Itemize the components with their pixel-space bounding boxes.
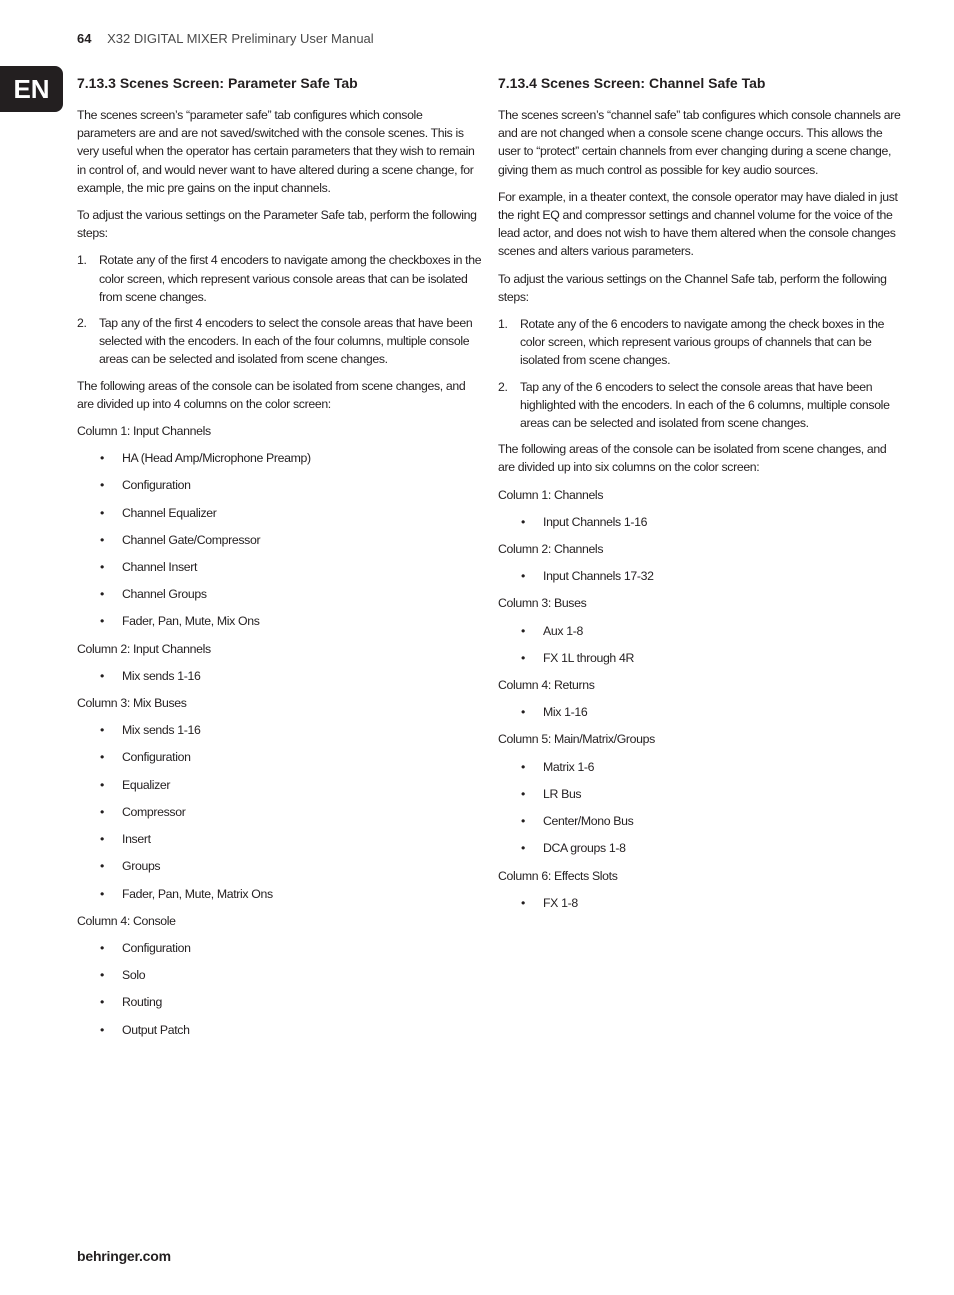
list-item: • Insert <box>77 830 482 848</box>
bullet-list <box>498 703 906 721</box>
column-heading: Column 4: Returns <box>498 678 595 693</box>
section-heading-channel-safe: 7.13.4 Scenes Screen: Channel Safe Tab <box>498 75 766 91</box>
list-item: • Compressor <box>77 803 482 821</box>
behringer-logo: behringer.com <box>77 1248 171 1264</box>
paragraph: For example, in a theater context, the console operator may have dialed in just the right EQ and compressor settings and channel volume for the voice of the lead actor, and does not wish to have them altered when the console changes scenes and alters various parameters. <box>498 189 898 259</box>
right-column <box>498 74 906 921</box>
step-number: 1. <box>498 317 508 332</box>
step-item <box>498 378 906 433</box>
bullet-list <box>77 939 482 1039</box>
column-heading: Column 4: Console <box>77 913 176 928</box>
list-item: • Input Channels 1-16 <box>498 513 906 531</box>
step-item <box>77 314 482 369</box>
list-item: • Mix sends 1-16 <box>77 721 482 739</box>
list-item: • Configuration <box>77 939 482 957</box>
section-heading-parameter-safe: 7.13.3 Scenes Screen: Parameter Safe Tab <box>77 75 358 91</box>
list-item: • LR Bus <box>498 785 906 803</box>
page-number: 64 <box>77 31 92 46</box>
paragraph: To adjust the various settings on the Parameter Safe tab, perform the following steps: <box>77 208 477 241</box>
list-item: • Matrix 1-6 <box>498 758 906 776</box>
language-tab: EN <box>0 66 63 112</box>
list-item: • Groups <box>77 857 482 875</box>
list-item: • Fader, Pan, Mute, Mix Ons <box>77 612 482 630</box>
list-item: • HA (Head Amp/Microphone Preamp) <box>77 449 482 467</box>
step-number: 2. <box>498 379 508 394</box>
step-text: Rotate any of the 6 encoders to navigate among the check boxes in the color screen, which represent various groups of channels that can be isolated from scene changes. <box>520 317 885 368</box>
column-heading: Column 3: Buses <box>498 596 587 611</box>
steps-list <box>498 315 906 432</box>
bullet-list <box>498 567 906 585</box>
step-text: Rotate any of the first 4 encoders to navigate among the checkboxes in the color screen, which represent various console areas that can be isolated from scene changes. <box>99 253 482 304</box>
manual-title: X32 DIGITAL MIXER Preliminary User Manual <box>107 31 374 46</box>
steps-list <box>77 251 482 368</box>
paragraph: To adjust the various settings on the Channel Safe tab, perform the following steps: <box>498 271 887 304</box>
column-heading: Column 6: Effects Slots <box>498 868 618 883</box>
column-heading: Column 2: Channels <box>498 542 604 557</box>
list-item: • Routing <box>77 993 482 1011</box>
step-number: 2. <box>77 316 87 331</box>
step-text: Tap any of the 6 encoders to select the console areas that have been highlighted with the encoders. In each of the 6 columns, multiple console areas can be selected and isolated from scene changes. <box>520 379 890 431</box>
list-item: • Mix sends 1-16 <box>77 667 482 685</box>
list-item: • Fader, Pan, Mute, Matrix Ons <box>77 885 482 903</box>
list-item: • Aux 1-8 <box>498 622 906 640</box>
paragraph: The scenes screen’s “channel safe” tab configures which console channels are and are not changed when a console scene change occurs. This allows the user to “protect” certain channels from ever changing during a scene change, giving them as much control as possible for key audio sources. <box>498 108 901 177</box>
column-heading: Column 3: Mix Buses <box>77 696 187 711</box>
step-item <box>77 251 482 306</box>
list-item: • FX 1-8 <box>498 894 906 912</box>
list-item: • Channel Groups <box>77 585 482 603</box>
list-item: • Configuration <box>77 476 482 494</box>
list-item: • Equalizer <box>77 776 482 794</box>
list-item: • Solo <box>77 966 482 984</box>
list-item: • Channel Gate/Compressor <box>77 531 482 549</box>
list-item: • Center/Mono Bus <box>498 812 906 830</box>
step-text: Tap any of the first 4 encoders to select the console areas that have been selected with the encoders. In each of the four columns, multiple console areas can be selected and isolated from scene changes. <box>99 316 473 367</box>
bullet-list <box>498 758 906 858</box>
bullet-list <box>77 721 482 902</box>
list-item: • Channel Equalizer <box>77 504 482 522</box>
column-heading: Column 5: Main/Matrix/Groups <box>498 732 655 747</box>
paragraph: The following areas of the console can be isolated from scene changes, and are divided up into six columns on the color screen: <box>498 442 887 475</box>
bullet-list <box>77 667 482 685</box>
list-item: • Mix 1-16 <box>498 703 906 721</box>
bullet-list <box>498 894 906 912</box>
list-item: • Channel Insert <box>77 558 482 576</box>
list-item: • Output Patch <box>77 1021 482 1039</box>
paragraph: The scenes screen’s “parameter safe” tab configures which console parameters are and are not saved/switched with the console scenes. This is very useful when the operator has certain parameters that they wish to remain in control of, and would never want to have altered during a scene change, for example, the mic pre gains on the input channels. <box>77 108 475 195</box>
list-item: • Configuration <box>77 748 482 766</box>
bullet-list <box>498 513 906 531</box>
step-number: 1. <box>77 253 87 268</box>
left-column <box>77 74 482 1048</box>
list-item: • Input Channels 17-32 <box>498 567 906 585</box>
column-heading: Column 1: Channels <box>498 487 604 502</box>
step-item <box>498 315 906 370</box>
list-item: • FX 1L through 4R <box>498 649 906 667</box>
column-heading: Column 2: Input Channels <box>77 641 211 656</box>
paragraph: The following areas of the console can be isolated from scene changes, and are divided up into 4 columns on the color screen: <box>77 378 466 411</box>
column-heading: Column 1: Input Channels <box>77 424 211 439</box>
list-item: • DCA groups 1-8 <box>498 839 906 857</box>
bullet-list <box>498 622 906 667</box>
bullet-list <box>77 449 482 630</box>
page-header <box>77 31 374 46</box>
